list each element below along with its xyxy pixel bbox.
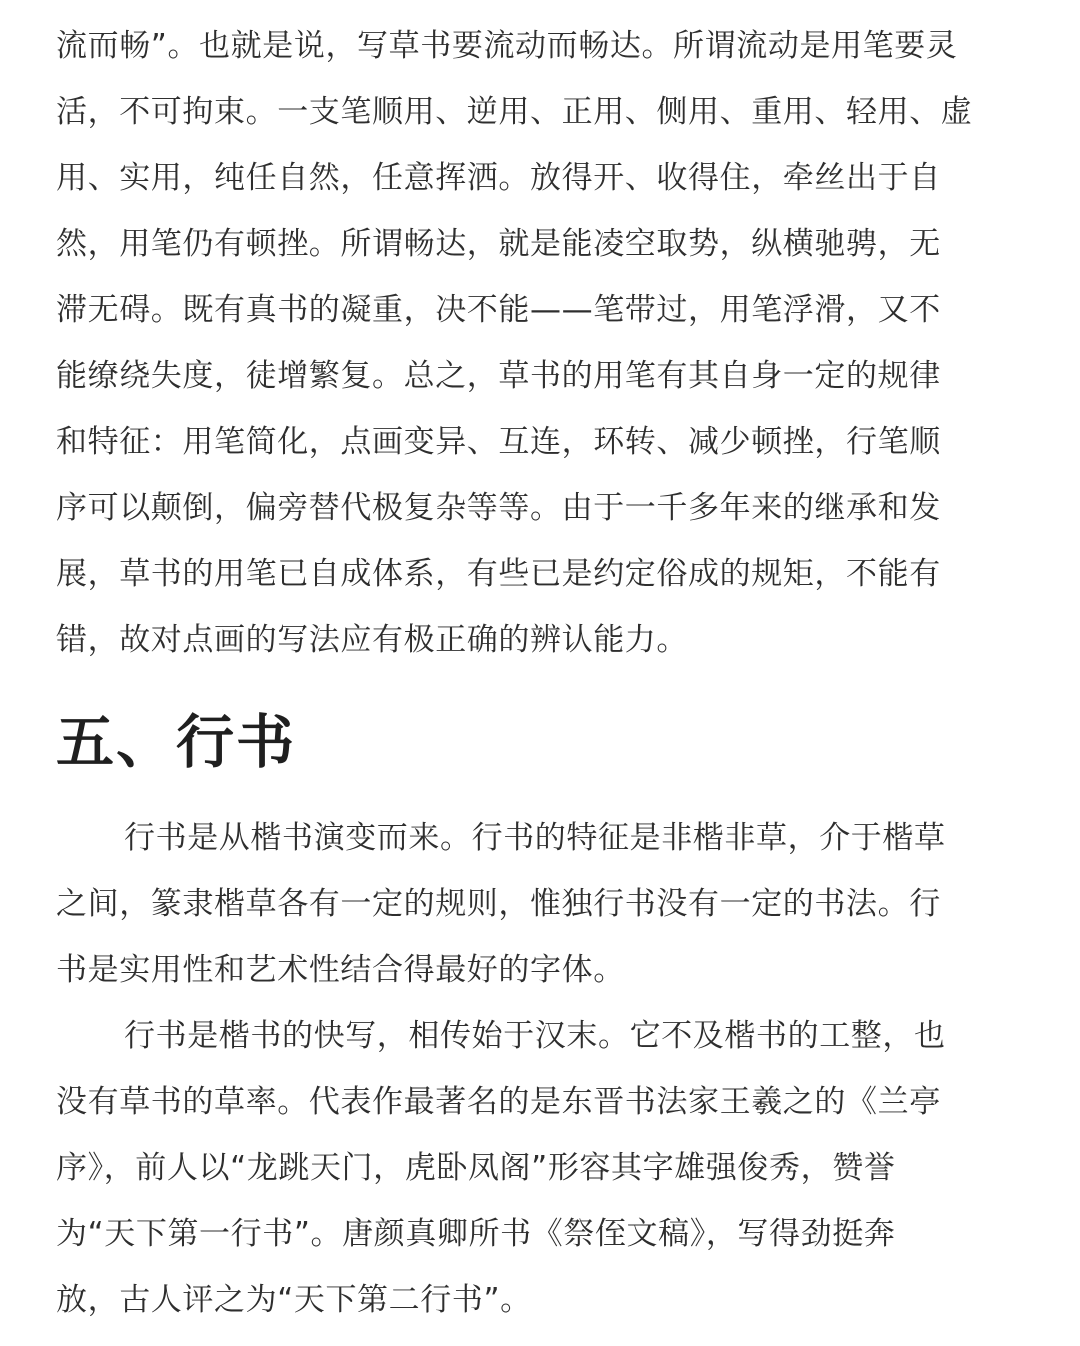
paragraph-line: 放，古人评之为“天下第二行书”。 bbox=[56, 1282, 532, 1318]
paragraph-line: 流而畅”。也就是说，写草书要流动而畅达。所谓流动是用笔要灵 bbox=[56, 28, 958, 64]
paragraph-line: 书是实用性和艺术性结合得最好的字体。 bbox=[56, 952, 625, 988]
paragraph-line: 能缭绕失度，徒增繁复。总之，草书的用笔有其自身一定的规律 bbox=[56, 358, 941, 394]
paragraph-line: 然，用笔仍有顿挫。所谓畅达，就是能凌空取势，纵横驰骋，无 bbox=[56, 226, 941, 262]
section-heading: 五、行书 bbox=[56, 708, 297, 776]
paragraph-line: 没有草书的草率。代表作最著名的是东晋书法家王羲之的《兰亭 bbox=[56, 1084, 941, 1120]
paragraph-line: 错，故对点画的写法应有极正确的辨认能力。 bbox=[56, 622, 688, 658]
paragraph-line: 用、实用，纯任自然，任意挥洒。放得开、收得住，牵丝出于自 bbox=[56, 160, 941, 196]
paragraph-line: 展，草书的用笔已自成体系，有些已是约定俗成的规矩，不能有 bbox=[56, 556, 941, 592]
paragraph-line: 序》，前人以“龙跳天门，虎卧凤阁”形容其字雄强俊秀，赞誉 bbox=[56, 1150, 896, 1186]
paragraph-line: 序可以颠倒，偏旁替代极复杂等等。由于一千多年来的继承和发 bbox=[56, 490, 941, 526]
paragraph-line: 行书是楷书的快写，相传始于汉末。它不及楷书的工整，也 bbox=[124, 1018, 946, 1054]
paragraph-line: 和特征：用笔简化，点画变异、互连，环转、减少顿挫，行笔顺 bbox=[56, 424, 941, 460]
paragraph-line: 滞无碍。既有真书的凝重，决不能——笔带过，用笔浮滑，又不 bbox=[56, 292, 941, 328]
paragraph-line: 之间，篆隶楷草各有一定的规则，惟独行书没有一定的书法。行 bbox=[56, 886, 941, 922]
paragraph-line: 行书是从楷书演变而来。行书的特征是非楷非草，介于楷草 bbox=[124, 820, 946, 856]
paragraph-line: 为“天下第一行书”。唐颜真卿所书《祭侄文稿》，写得劲挺奔 bbox=[56, 1216, 896, 1252]
paragraph-line: 活，不可拘束。一支笔顺用、逆用、正用、侧用、重用、轻用、虚 bbox=[56, 94, 973, 130]
